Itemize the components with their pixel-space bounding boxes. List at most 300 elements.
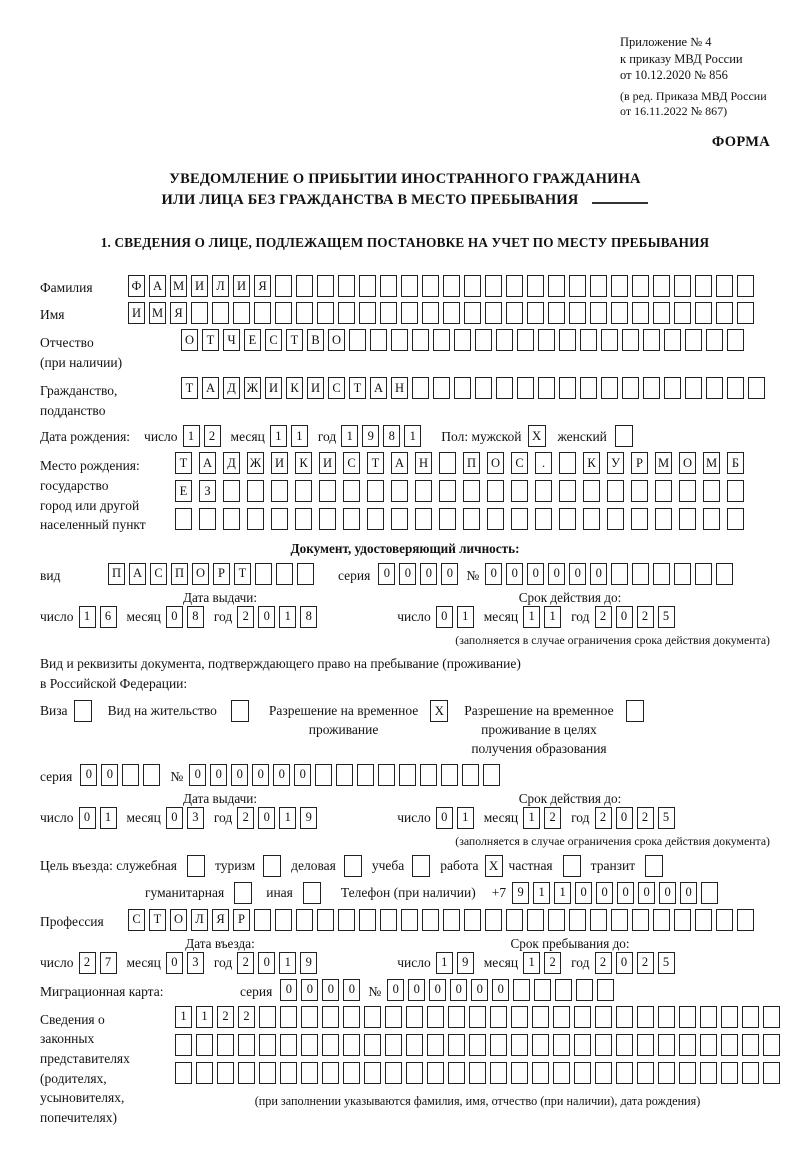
char-box[interactable]: 5 bbox=[658, 807, 675, 829]
char-box[interactable]: У bbox=[607, 452, 624, 474]
char-box[interactable]: 0 bbox=[450, 979, 467, 1001]
char-box[interactable] bbox=[727, 329, 744, 351]
char-box[interactable]: 2 bbox=[637, 606, 654, 628]
char-box[interactable] bbox=[496, 377, 513, 399]
char-box[interactable]: К bbox=[295, 452, 312, 474]
char-box[interactable] bbox=[485, 302, 502, 324]
char-box[interactable] bbox=[716, 909, 733, 931]
char-box[interactable] bbox=[391, 329, 408, 351]
char-box[interactable]: А bbox=[202, 377, 219, 399]
char-box[interactable] bbox=[601, 329, 618, 351]
char-box[interactable] bbox=[674, 563, 691, 585]
char-box[interactable]: 1 bbox=[175, 1006, 192, 1028]
char-box[interactable] bbox=[357, 764, 374, 786]
char-box[interactable] bbox=[679, 1034, 696, 1056]
char-box[interactable] bbox=[487, 480, 504, 502]
char-box[interactable] bbox=[632, 909, 649, 931]
char-box[interactable] bbox=[254, 909, 271, 931]
char-box[interactable] bbox=[632, 275, 649, 297]
char-box[interactable]: Т bbox=[234, 563, 251, 585]
char-box[interactable] bbox=[175, 508, 192, 530]
char-box[interactable] bbox=[548, 909, 565, 931]
char-box[interactable] bbox=[175, 1062, 192, 1084]
char-box[interactable] bbox=[611, 302, 628, 324]
char-box[interactable]: 0 bbox=[231, 764, 248, 786]
char-box[interactable]: М bbox=[170, 275, 187, 297]
char-box[interactable] bbox=[737, 275, 754, 297]
char-box[interactable] bbox=[607, 508, 624, 530]
char-box[interactable] bbox=[271, 480, 288, 502]
char-box[interactable] bbox=[695, 302, 712, 324]
char-box[interactable] bbox=[506, 909, 523, 931]
char-box[interactable]: 2 bbox=[237, 952, 254, 974]
char-box[interactable] bbox=[380, 302, 397, 324]
char-box[interactable] bbox=[364, 1006, 381, 1028]
char-box[interactable]: 0 bbox=[492, 979, 509, 1001]
char-box[interactable] bbox=[463, 480, 480, 502]
char-box[interactable] bbox=[485, 909, 502, 931]
char-box[interactable] bbox=[607, 480, 624, 502]
char-box[interactable] bbox=[535, 480, 552, 502]
char-box[interactable]: 1 bbox=[196, 1006, 213, 1028]
char-box[interactable]: П bbox=[171, 563, 188, 585]
char-box[interactable] bbox=[406, 1006, 423, 1028]
char-box[interactable] bbox=[655, 508, 672, 530]
char-box[interactable] bbox=[415, 508, 432, 530]
char-box[interactable] bbox=[616, 1034, 633, 1056]
char-box[interactable]: 1 bbox=[100, 807, 117, 829]
char-box[interactable] bbox=[595, 1006, 612, 1028]
char-box[interactable] bbox=[631, 480, 648, 502]
char-box[interactable] bbox=[259, 1006, 276, 1028]
char-box[interactable] bbox=[511, 1034, 528, 1056]
char-box[interactable]: 2 bbox=[544, 952, 561, 974]
char-box[interactable] bbox=[385, 1034, 402, 1056]
char-box[interactable] bbox=[597, 979, 614, 1001]
char-box[interactable]: 2 bbox=[237, 606, 254, 628]
char-box[interactable] bbox=[454, 377, 471, 399]
char-box[interactable] bbox=[506, 275, 523, 297]
char-box[interactable]: 0 bbox=[617, 882, 634, 904]
char-box[interactable] bbox=[763, 1006, 780, 1028]
char-box[interactable]: 0 bbox=[638, 882, 655, 904]
char-box[interactable] bbox=[622, 377, 639, 399]
char-box[interactable] bbox=[632, 563, 649, 585]
char-box[interactable]: А bbox=[149, 275, 166, 297]
char-box[interactable] bbox=[175, 1034, 192, 1056]
char-box[interactable] bbox=[143, 764, 160, 786]
char-box[interactable] bbox=[595, 1034, 612, 1056]
char-box[interactable] bbox=[427, 1006, 444, 1028]
char-box[interactable]: 0 bbox=[548, 563, 565, 585]
char-box[interactable] bbox=[217, 1062, 234, 1084]
char-box[interactable]: С bbox=[265, 329, 282, 351]
char-box[interactable] bbox=[196, 1034, 213, 1056]
char-box[interactable]: И bbox=[271, 452, 288, 474]
char-box[interactable]: 1 bbox=[554, 882, 571, 904]
char-box[interactable]: Р bbox=[233, 909, 250, 931]
char-box[interactable] bbox=[276, 563, 293, 585]
residence-permit-checkbox[interactable] bbox=[231, 700, 249, 722]
char-box[interactable] bbox=[259, 1062, 276, 1084]
char-box[interactable] bbox=[616, 1062, 633, 1084]
char-box[interactable]: Т bbox=[286, 329, 303, 351]
char-box[interactable] bbox=[378, 764, 395, 786]
char-box[interactable] bbox=[653, 909, 670, 931]
char-box[interactable] bbox=[420, 764, 437, 786]
char-box[interactable] bbox=[443, 909, 460, 931]
char-box[interactable] bbox=[475, 329, 492, 351]
char-box[interactable] bbox=[721, 1006, 738, 1028]
char-box[interactable] bbox=[401, 302, 418, 324]
char-box[interactable]: 9 bbox=[362, 425, 379, 447]
char-box[interactable] bbox=[338, 275, 355, 297]
char-box[interactable] bbox=[679, 1062, 696, 1084]
char-box[interactable]: 1 bbox=[341, 425, 358, 447]
char-box[interactable] bbox=[748, 377, 765, 399]
char-box[interactable]: 0 bbox=[420, 563, 437, 585]
char-box[interactable] bbox=[359, 302, 376, 324]
char-box[interactable] bbox=[559, 480, 576, 502]
char-box[interactable]: З bbox=[199, 480, 216, 502]
char-box[interactable]: 0 bbox=[616, 807, 633, 829]
char-box[interactable] bbox=[553, 1062, 570, 1084]
char-box[interactable] bbox=[295, 508, 312, 530]
char-box[interactable]: Д bbox=[223, 452, 240, 474]
char-box[interactable] bbox=[443, 302, 460, 324]
char-box[interactable]: Р bbox=[631, 452, 648, 474]
char-box[interactable]: И bbox=[233, 275, 250, 297]
char-box[interactable] bbox=[631, 508, 648, 530]
char-box[interactable] bbox=[422, 302, 439, 324]
char-box[interactable] bbox=[295, 480, 312, 502]
char-box[interactable] bbox=[727, 480, 744, 502]
char-box[interactable] bbox=[271, 508, 288, 530]
char-box[interactable]: 0 bbox=[258, 606, 275, 628]
char-box[interactable] bbox=[463, 508, 480, 530]
char-box[interactable]: Б bbox=[727, 452, 744, 474]
char-box[interactable] bbox=[296, 909, 313, 931]
char-box[interactable]: 9 bbox=[300, 952, 317, 974]
char-box[interactable]: Н bbox=[391, 377, 408, 399]
char-box[interactable] bbox=[763, 1034, 780, 1056]
char-box[interactable]: П bbox=[463, 452, 480, 474]
char-box[interactable] bbox=[716, 302, 733, 324]
char-box[interactable] bbox=[275, 275, 292, 297]
char-box[interactable] bbox=[422, 275, 439, 297]
char-box[interactable] bbox=[538, 329, 555, 351]
char-box[interactable] bbox=[721, 1034, 738, 1056]
char-box[interactable] bbox=[655, 480, 672, 502]
char-box[interactable] bbox=[448, 1062, 465, 1084]
char-box[interactable]: 0 bbox=[280, 979, 297, 1001]
char-box[interactable] bbox=[574, 1034, 591, 1056]
char-box[interactable] bbox=[637, 1034, 654, 1056]
char-box[interactable] bbox=[611, 563, 628, 585]
char-box[interactable]: 0 bbox=[616, 952, 633, 974]
char-box[interactable]: О bbox=[487, 452, 504, 474]
char-box[interactable] bbox=[532, 1034, 549, 1056]
purpose-business-checkbox[interactable] bbox=[344, 855, 362, 877]
char-box[interactable] bbox=[643, 377, 660, 399]
char-box[interactable]: 1 bbox=[457, 606, 474, 628]
char-box[interactable]: 0 bbox=[387, 979, 404, 1001]
char-box[interactable] bbox=[427, 1034, 444, 1056]
char-box[interactable]: 9 bbox=[512, 882, 529, 904]
char-box[interactable] bbox=[580, 329, 597, 351]
char-box[interactable]: 0 bbox=[166, 807, 183, 829]
char-box[interactable] bbox=[658, 1006, 675, 1028]
char-box[interactable]: Т bbox=[181, 377, 198, 399]
char-box[interactable]: 0 bbox=[258, 807, 275, 829]
char-box[interactable] bbox=[653, 275, 670, 297]
char-box[interactable] bbox=[583, 480, 600, 502]
char-box[interactable] bbox=[737, 302, 754, 324]
char-box[interactable] bbox=[301, 1006, 318, 1028]
char-box[interactable]: 1 bbox=[279, 952, 296, 974]
char-box[interactable] bbox=[464, 275, 481, 297]
char-box[interactable] bbox=[238, 1034, 255, 1056]
char-box[interactable] bbox=[247, 508, 264, 530]
char-box[interactable] bbox=[223, 508, 240, 530]
char-box[interactable] bbox=[343, 480, 360, 502]
char-box[interactable] bbox=[559, 377, 576, 399]
char-box[interactable] bbox=[727, 377, 744, 399]
purpose-work-checkbox[interactable]: X bbox=[485, 855, 503, 877]
char-box[interactable]: Т bbox=[175, 452, 192, 474]
char-box[interactable]: 0 bbox=[80, 764, 97, 786]
char-box[interactable] bbox=[364, 1062, 381, 1084]
char-box[interactable] bbox=[511, 480, 528, 502]
char-box[interactable]: В bbox=[307, 329, 324, 351]
char-box[interactable] bbox=[343, 1034, 360, 1056]
char-box[interactable]: Т bbox=[349, 377, 366, 399]
char-box[interactable]: 2 bbox=[595, 807, 612, 829]
char-box[interactable] bbox=[280, 1006, 297, 1028]
char-box[interactable] bbox=[319, 508, 336, 530]
char-box[interactable] bbox=[454, 329, 471, 351]
char-box[interactable]: П bbox=[108, 563, 125, 585]
char-box[interactable] bbox=[370, 329, 387, 351]
char-box[interactable] bbox=[469, 1062, 486, 1084]
char-box[interactable]: 2 bbox=[237, 807, 254, 829]
char-box[interactable] bbox=[703, 480, 720, 502]
char-box[interactable] bbox=[490, 1006, 507, 1028]
char-box[interactable] bbox=[380, 275, 397, 297]
char-box[interactable] bbox=[349, 329, 366, 351]
char-box[interactable] bbox=[280, 1062, 297, 1084]
char-box[interactable] bbox=[391, 508, 408, 530]
char-box[interactable] bbox=[553, 1034, 570, 1056]
char-box[interactable] bbox=[674, 909, 691, 931]
char-box[interactable]: 3 bbox=[187, 807, 204, 829]
char-box[interactable]: 0 bbox=[408, 979, 425, 1001]
char-box[interactable]: 3 bbox=[187, 952, 204, 974]
char-box[interactable]: Д bbox=[223, 377, 240, 399]
char-box[interactable] bbox=[674, 275, 691, 297]
char-box[interactable] bbox=[317, 909, 334, 931]
char-box[interactable] bbox=[254, 302, 271, 324]
char-box[interactable]: 0 bbox=[596, 882, 613, 904]
char-box[interactable] bbox=[695, 275, 712, 297]
char-box[interactable]: К bbox=[286, 377, 303, 399]
char-box[interactable]: 0 bbox=[527, 563, 544, 585]
char-box[interactable]: 6 bbox=[100, 606, 117, 628]
char-box[interactable]: 0 bbox=[166, 952, 183, 974]
char-box[interactable] bbox=[622, 329, 639, 351]
char-box[interactable] bbox=[700, 1006, 717, 1028]
char-box[interactable] bbox=[548, 302, 565, 324]
char-box[interactable]: 2 bbox=[217, 1006, 234, 1028]
char-box[interactable] bbox=[343, 1006, 360, 1028]
char-box[interactable]: 0 bbox=[485, 563, 502, 585]
char-box[interactable] bbox=[364, 1034, 381, 1056]
char-box[interactable]: 0 bbox=[616, 606, 633, 628]
char-box[interactable] bbox=[412, 329, 429, 351]
char-box[interactable]: И bbox=[128, 302, 145, 324]
char-box[interactable] bbox=[559, 329, 576, 351]
char-box[interactable] bbox=[569, 302, 586, 324]
char-box[interactable] bbox=[122, 764, 139, 786]
char-box[interactable]: 1 bbox=[523, 807, 540, 829]
char-box[interactable] bbox=[490, 1062, 507, 1084]
char-box[interactable]: 0 bbox=[210, 764, 227, 786]
char-box[interactable] bbox=[406, 1034, 423, 1056]
char-box[interactable]: С bbox=[511, 452, 528, 474]
char-box[interactable]: 0 bbox=[79, 807, 96, 829]
char-box[interactable] bbox=[701, 882, 718, 904]
char-box[interactable]: Л bbox=[191, 909, 208, 931]
char-box[interactable]: Н bbox=[415, 452, 432, 474]
char-box[interactable] bbox=[367, 480, 384, 502]
char-box[interactable] bbox=[706, 377, 723, 399]
char-box[interactable] bbox=[595, 1062, 612, 1084]
char-box[interactable] bbox=[469, 1034, 486, 1056]
purpose-study-checkbox[interactable] bbox=[412, 855, 430, 877]
char-box[interactable] bbox=[569, 275, 586, 297]
char-box[interactable] bbox=[527, 302, 544, 324]
char-box[interactable] bbox=[199, 508, 216, 530]
char-box[interactable] bbox=[433, 329, 450, 351]
char-box[interactable] bbox=[401, 909, 418, 931]
char-box[interactable] bbox=[703, 508, 720, 530]
char-box[interactable] bbox=[485, 275, 502, 297]
char-box[interactable] bbox=[475, 377, 492, 399]
char-box[interactable]: 2 bbox=[595, 606, 612, 628]
char-box[interactable]: 0 bbox=[436, 606, 453, 628]
char-box[interactable] bbox=[611, 909, 628, 931]
char-box[interactable]: К bbox=[583, 452, 600, 474]
char-box[interactable] bbox=[706, 329, 723, 351]
char-box[interactable] bbox=[212, 302, 229, 324]
char-box[interactable]: О bbox=[181, 329, 198, 351]
char-box[interactable]: Ч bbox=[223, 329, 240, 351]
char-box[interactable] bbox=[483, 764, 500, 786]
char-box[interactable] bbox=[742, 1006, 759, 1028]
char-box[interactable]: 0 bbox=[429, 979, 446, 1001]
char-box[interactable] bbox=[385, 1062, 402, 1084]
char-box[interactable] bbox=[315, 764, 332, 786]
char-box[interactable] bbox=[653, 563, 670, 585]
char-box[interactable] bbox=[527, 275, 544, 297]
char-box[interactable]: М bbox=[655, 452, 672, 474]
char-box[interactable] bbox=[559, 452, 576, 474]
char-box[interactable]: 1 bbox=[183, 425, 200, 447]
char-box[interactable]: 5 bbox=[658, 606, 675, 628]
char-box[interactable] bbox=[506, 302, 523, 324]
purpose-tourism-checkbox[interactable] bbox=[263, 855, 281, 877]
char-box[interactable] bbox=[433, 377, 450, 399]
char-box[interactable]: А bbox=[391, 452, 408, 474]
char-box[interactable]: 1 bbox=[279, 807, 296, 829]
char-box[interactable] bbox=[391, 480, 408, 502]
char-box[interactable] bbox=[548, 275, 565, 297]
char-box[interactable]: 1 bbox=[544, 606, 561, 628]
char-box[interactable] bbox=[338, 302, 355, 324]
char-box[interactable] bbox=[317, 275, 334, 297]
char-box[interactable]: 0 bbox=[575, 882, 592, 904]
char-box[interactable]: 2 bbox=[238, 1006, 255, 1028]
char-box[interactable] bbox=[700, 1034, 717, 1056]
char-box[interactable]: Л bbox=[212, 275, 229, 297]
char-box[interactable] bbox=[296, 275, 313, 297]
char-box[interactable] bbox=[611, 275, 628, 297]
char-box[interactable] bbox=[532, 1006, 549, 1028]
char-box[interactable] bbox=[632, 302, 649, 324]
char-box[interactable]: О bbox=[328, 329, 345, 351]
purpose-other-checkbox[interactable] bbox=[303, 882, 321, 904]
char-box[interactable]: 8 bbox=[187, 606, 204, 628]
char-box[interactable]: С bbox=[150, 563, 167, 585]
char-box[interactable] bbox=[653, 302, 670, 324]
char-box[interactable] bbox=[439, 508, 456, 530]
char-box[interactable]: 2 bbox=[595, 952, 612, 974]
char-box[interactable]: 1 bbox=[279, 606, 296, 628]
char-box[interactable] bbox=[674, 302, 691, 324]
char-box[interactable] bbox=[658, 1034, 675, 1056]
char-box[interactable] bbox=[513, 979, 530, 1001]
char-box[interactable]: М bbox=[703, 452, 720, 474]
char-box[interactable] bbox=[427, 1062, 444, 1084]
char-box[interactable] bbox=[464, 302, 481, 324]
char-box[interactable] bbox=[685, 377, 702, 399]
char-box[interactable]: 0 bbox=[322, 979, 339, 1001]
char-box[interactable]: 8 bbox=[300, 606, 317, 628]
char-box[interactable]: 0 bbox=[343, 979, 360, 1001]
char-box[interactable] bbox=[280, 1034, 297, 1056]
char-box[interactable]: 1 bbox=[533, 882, 550, 904]
char-box[interactable]: А bbox=[370, 377, 387, 399]
char-box[interactable] bbox=[601, 377, 618, 399]
char-box[interactable]: Е bbox=[175, 480, 192, 502]
char-box[interactable]: 9 bbox=[300, 807, 317, 829]
char-box[interactable] bbox=[319, 480, 336, 502]
char-box[interactable] bbox=[716, 275, 733, 297]
char-box[interactable] bbox=[679, 508, 696, 530]
char-box[interactable]: Ф bbox=[128, 275, 145, 297]
char-box[interactable]: 1 bbox=[523, 606, 540, 628]
char-box[interactable]: А bbox=[129, 563, 146, 585]
char-box[interactable]: Я bbox=[254, 275, 271, 297]
char-box[interactable]: 0 bbox=[101, 764, 118, 786]
char-box[interactable]: И bbox=[265, 377, 282, 399]
char-box[interactable]: 1 bbox=[270, 425, 287, 447]
char-box[interactable]: Т bbox=[367, 452, 384, 474]
char-box[interactable]: 0 bbox=[252, 764, 269, 786]
char-box[interactable]: Ж bbox=[244, 377, 261, 399]
char-box[interactable] bbox=[511, 1006, 528, 1028]
char-box[interactable] bbox=[322, 1006, 339, 1028]
